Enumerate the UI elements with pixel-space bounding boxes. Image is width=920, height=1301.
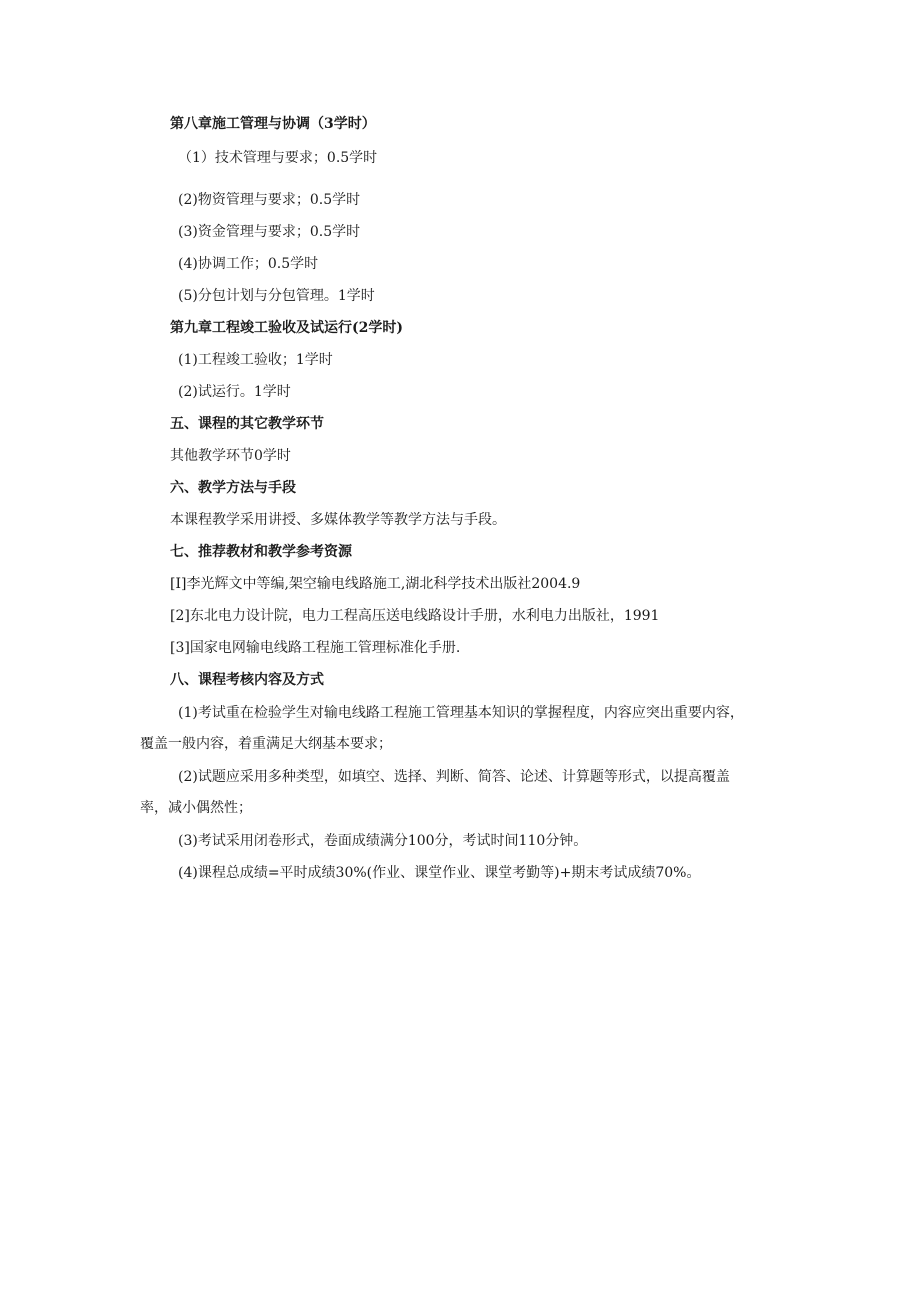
chapter-8-item-5: (5)分包计划与分包管理。1学时 xyxy=(178,288,375,304)
section-6-heading: 六、教学方法与手段 xyxy=(170,480,296,496)
reference-1: [I]李光辉文中等编,架空输电线路施工,湖北科学技术出版社2004.9 xyxy=(170,576,581,592)
chapter-8-item-1: （1）技术管理与要求；0.5学时 xyxy=(178,150,378,166)
reference-3: [3]国家电网输电线路工程施工管理标准化手册. xyxy=(170,640,461,656)
section-5-text: 其他教学环节0学时 xyxy=(170,448,291,464)
assessment-item-1-line-2: 覆盖一般内容，着重满足大纲基本要求； xyxy=(140,736,392,752)
assessment-item-1-line-1: (1)考试重在检验学生对输电线路工程施工管理基本知识的掌握程度，内容应突出重要内容， xyxy=(178,705,744,721)
section-6-text: 本课程教学采用讲授、多媒体教学等教学方法与手段。 xyxy=(170,512,506,528)
chapter-8-item-4: (4)协调工作；0.5学时 xyxy=(178,256,319,272)
assessment-item-4: (4)课程总成绩=平时成绩30%(作业、课堂作业、课堂考勤等)+期末考试成绩70%。 xyxy=(178,865,701,881)
chapter-8-item-3: (3)资金管理与要求；0.5学时 xyxy=(178,224,361,240)
assessment-item-2-line-1: (2)试题应采用多种类型，如填空、选择、判断、简答、论述、计算题等形式，以提高覆盖 xyxy=(178,769,730,785)
chapter-8-title: 第八章施工管理与协调（3学时） xyxy=(170,116,376,132)
reference-2: [2]东北电力设计院，电力工程高压送电线路设计手册，水利电力出版社，1991 xyxy=(170,608,660,624)
chapter-8-item-2: (2)物资管理与要求；0.5学时 xyxy=(178,192,361,208)
assessment-item-3: (3)考试采用闭卷形式，卷面成绩满分100分，考试时间110分钟。 xyxy=(178,833,588,849)
section-8-heading: 八、课程考核内容及方式 xyxy=(170,672,324,688)
chapter-9-title: 第九章工程竣工验收及试运行(2学时) xyxy=(170,320,403,336)
assessment-item-2-line-2: 率，减小偶然性； xyxy=(140,800,252,816)
chapter-9-item-1: (1)工程竣工验收；1学时 xyxy=(178,352,333,368)
chapter-9-item-2: (2)试运行。1学时 xyxy=(178,384,291,400)
section-5-heading: 五、课程的其它教学环节 xyxy=(170,416,324,432)
section-7-heading: 七、推荐教材和教学参考资源 xyxy=(170,544,352,560)
